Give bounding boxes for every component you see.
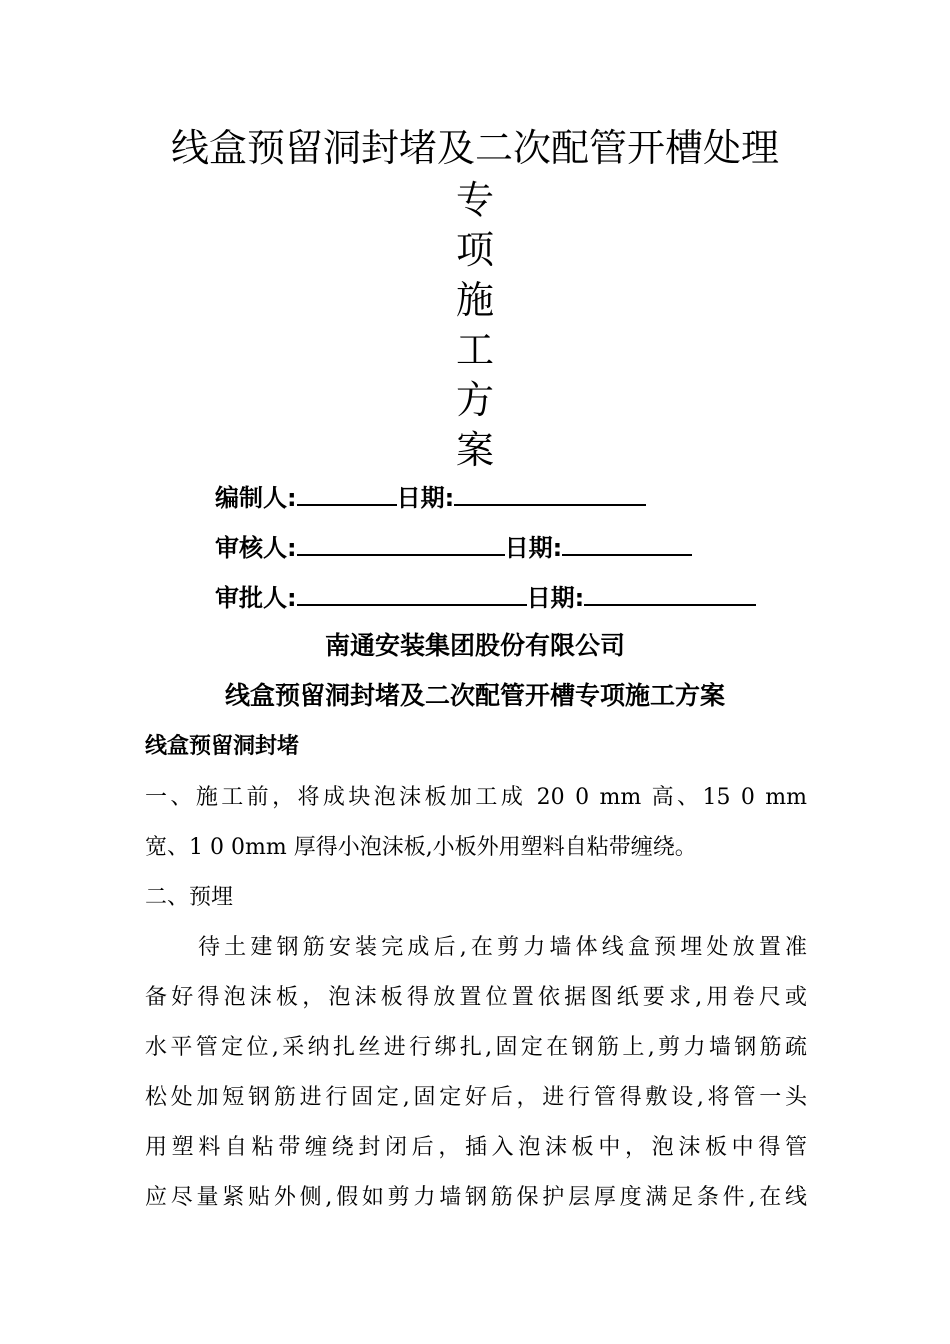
body-line: 待土建钢筋安装完成后,在剪力墙体线盒预埋处放置准 (198, 935, 807, 960)
reviewer-blank (297, 532, 505, 556)
body-line: 一、施工前，将成块泡沫板加工成 20 0 mm 高、15 0 mm (145, 785, 807, 810)
body-line: 宽、1 0 0mm 厚得小泡沫板,小板外用塑料自粘带缠绕。 (145, 835, 697, 860)
reviewer-label: 审核人: (215, 534, 297, 562)
section-heading: 线盒预留洞封堵 (145, 734, 300, 759)
date-label: 日期: (504, 534, 563, 562)
approver-date-blank (584, 582, 756, 606)
compiler-blank (297, 482, 397, 506)
body-line: 用塑料自粘带缠绕封闭后，插入泡沫板中，泡沫板中得管 (145, 1135, 807, 1160)
date-label: 日期: (396, 484, 455, 512)
title-line: 线盒预留洞封堵及二次配管开槽处理 (170, 126, 779, 170)
signature-row-approver (215, 582, 756, 614)
date-label: 日期: (526, 584, 585, 612)
compiler-date-blank (454, 482, 646, 506)
title-vertical-char: 专 (455, 178, 494, 222)
approver-blank (297, 582, 527, 606)
title-vertical-char: 案 (455, 428, 494, 472)
title-vertical-char: 项 (455, 228, 494, 272)
title-vertical-char: 工 (455, 328, 494, 372)
body-line: 备好得泡沫板，泡沫板得放置位置依据图纸要求,用卷尺或 (145, 985, 807, 1010)
reviewer-date-blank (562, 532, 692, 556)
body-line: 水平管定位,采纳扎丝进行绑扎,固定在钢筋上,剪力墙钢筋疏 (145, 1035, 807, 1060)
item-heading: 二、预埋 (145, 885, 234, 910)
signature-row-reviewer (215, 532, 692, 564)
compiler-label: 编制人: (215, 484, 297, 512)
body-line: 应尽量紧贴外侧,假如剪力墙钢筋保护层厚度满足条件,在线 (145, 1185, 807, 1210)
company-name: 南通安装集团股份有限公司 (324, 631, 625, 660)
title-vertical-char: 方 (455, 378, 494, 422)
document-title: 线盒预留洞封堵及二次配管开槽专项施工方案 (224, 681, 725, 710)
signature-row-compiler (215, 482, 646, 514)
approver-label: 审批人: (215, 584, 297, 612)
title-vertical-char: 施 (455, 278, 494, 322)
body-line: 松处加短钢筋进行固定,固定好后，进行管得敷设,将管一头 (145, 1085, 807, 1110)
